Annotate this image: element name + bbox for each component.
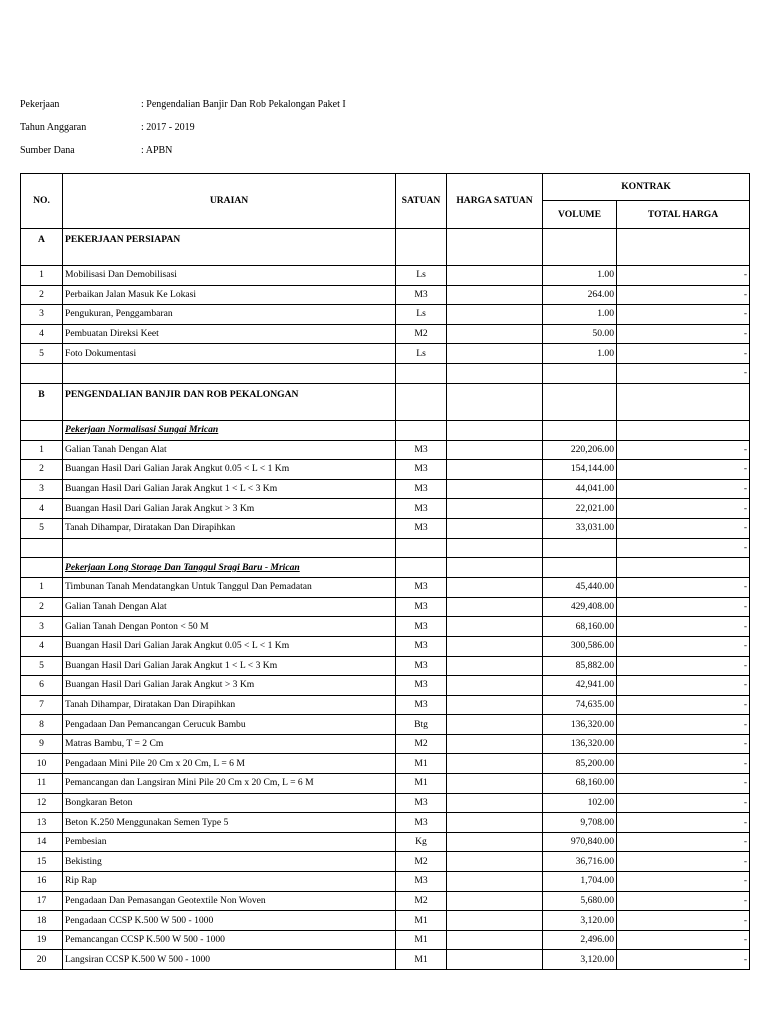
cell-total-harga: - — [617, 440, 750, 460]
cell-satuan: M3 — [396, 617, 447, 637]
cell-uraian: Galian Tanah Dengan Alat — [63, 440, 396, 460]
cell-satuan: M3 — [396, 813, 447, 833]
cell-total-harga: - — [617, 363, 750, 383]
cell-volume: 33,031.00 — [543, 518, 617, 538]
cell-no: 4 — [21, 499, 63, 519]
cell-total-harga — [617, 229, 750, 266]
cell-no: 11 — [21, 774, 63, 794]
col-header-kontrak: KONTRAK — [543, 174, 750, 201]
cell-total-harga: - — [617, 617, 750, 637]
cell-satuan: M3 — [396, 872, 447, 892]
cell-uraian: Pemancangan dan Langsiran Mini Pile 20 Cm x 20 Cm, L = 6 M — [63, 774, 396, 794]
cell-satuan — [396, 538, 447, 558]
cell-satuan: M3 — [396, 597, 447, 617]
table-row — [21, 578, 750, 598]
cell-harga-satuan — [447, 578, 543, 598]
table-row — [21, 285, 750, 305]
cell-satuan: M3 — [396, 578, 447, 598]
cell-no: 20 — [21, 950, 63, 970]
cell-volume: 264.00 — [543, 285, 617, 305]
cell-volume: 970,840.00 — [543, 832, 617, 852]
table-row — [21, 930, 750, 950]
table-row — [21, 793, 750, 813]
cell-volume — [543, 538, 617, 558]
cell-total-harga: - — [617, 930, 750, 950]
cell-total-harga: - — [617, 676, 750, 696]
cell-total-harga: - — [617, 266, 750, 286]
cell-no: 3 — [21, 479, 63, 499]
cell-no — [21, 363, 63, 383]
cell-volume: 45,440.00 — [543, 578, 617, 598]
cell-total-harga: - — [617, 597, 750, 617]
cell-no: 14 — [21, 832, 63, 852]
cell-uraian: Pengadaan Dan Pemancangan Cerucuk Bambu — [63, 715, 396, 735]
subsection-row — [21, 420, 750, 440]
col-header-volume: VOLUME — [543, 201, 617, 229]
cell-volume: 3,120.00 — [543, 950, 617, 970]
cell-volume: 1.00 — [543, 266, 617, 286]
cell-harga-satuan — [447, 813, 543, 833]
cell-no: 2 — [21, 285, 63, 305]
cell-no: 4 — [21, 636, 63, 656]
cell-harga-satuan — [447, 538, 543, 558]
pekerjaan-value: : Pengendalian Banjir Dan Rob Pekalongan Paket I — [141, 99, 346, 110]
cell-volume: 74,635.00 — [543, 695, 617, 715]
cell-harga-satuan — [447, 734, 543, 754]
table-row — [21, 695, 750, 715]
cell-volume — [543, 558, 617, 578]
cell-no: 10 — [21, 754, 63, 774]
cell-harga-satuan — [447, 285, 543, 305]
cell-total-harga — [617, 420, 750, 440]
cell-total-harga: - — [617, 715, 750, 735]
cell-satuan: M3 — [396, 499, 447, 519]
table-body — [21, 229, 750, 970]
cell-harga-satuan — [447, 911, 543, 931]
cell-no — [21, 538, 63, 558]
cell-volume: 68,160.00 — [543, 617, 617, 637]
cell-volume: 85,882.00 — [543, 656, 617, 676]
cell-volume: 102.00 — [543, 793, 617, 813]
cell-no: 3 — [21, 305, 63, 325]
cell-total-harga: - — [617, 499, 750, 519]
cell-no: 19 — [21, 930, 63, 950]
cell-satuan: M2 — [396, 852, 447, 872]
cell-satuan: M1 — [396, 930, 447, 950]
cell-uraian: Tanah Dihampar, Diratakan Dan Dirapihkan — [63, 695, 396, 715]
table-row — [21, 597, 750, 617]
cell-uraian: Buangan Hasil Dari Galian Jarak Angkut > 3 Km — [63, 499, 396, 519]
cell-satuan: M1 — [396, 950, 447, 970]
cell-total-harga: - — [617, 479, 750, 499]
pekerjaan-label: Pekerjaan — [20, 99, 60, 110]
cell-uraian: Pengadaan Mini Pile 20 Cm x 20 Cm, L = 6 M — [63, 754, 396, 774]
cell-volume: 44,041.00 — [543, 479, 617, 499]
table-row — [21, 460, 750, 480]
cell-satuan — [396, 420, 447, 440]
table-row — [21, 891, 750, 911]
cell-volume: 2,496.00 — [543, 930, 617, 950]
cell-uraian: Buangan Hasil Dari Galian Jarak Angkut 0.05 < L < 1 Km — [63, 636, 396, 656]
table-row — [21, 538, 750, 558]
cell-no: 1 — [21, 440, 63, 460]
cell-harga-satuan — [447, 676, 543, 696]
cell-uraian: Timbunan Tanah Mendatangkan Untuk Tanggul Dan Pemadatan — [63, 578, 396, 598]
cell-total-harga: - — [617, 656, 750, 676]
cell-no: 5 — [21, 518, 63, 538]
cell-no: 15 — [21, 852, 63, 872]
tahun-anggaran-label: Tahun Anggaran — [20, 122, 87, 133]
cell-satuan: M2 — [396, 324, 447, 344]
cell-volume: 136,320.00 — [543, 734, 617, 754]
cell-volume: 1,704.00 — [543, 872, 617, 892]
cell-total-harga: - — [617, 344, 750, 364]
table-row — [21, 499, 750, 519]
cell-uraian: Pekerjaan Normalisasi Sungai Mrican — [63, 420, 396, 440]
table-row — [21, 911, 750, 931]
cell-no: 8 — [21, 715, 63, 735]
cell-total-harga: - — [617, 695, 750, 715]
cell-satuan — [396, 363, 447, 383]
cell-satuan: M3 — [396, 460, 447, 480]
table-row — [21, 518, 750, 538]
table-row — [21, 813, 750, 833]
cell-no — [21, 558, 63, 578]
cell-uraian: Pembuatan Direksi Keet — [63, 324, 396, 344]
cell-no: B — [21, 383, 63, 420]
cell-no: 7 — [21, 695, 63, 715]
cell-total-harga: - — [617, 734, 750, 754]
cell-volume: 300,586.00 — [543, 636, 617, 656]
cell-harga-satuan — [447, 363, 543, 383]
cell-volume: 42,941.00 — [543, 676, 617, 696]
cell-harga-satuan — [447, 479, 543, 499]
cell-uraian: Langsiran CCSP K.500 W 500 - 1000 — [63, 950, 396, 970]
cell-volume: 154,144.00 — [543, 460, 617, 480]
table-row — [21, 479, 750, 499]
cell-total-harga: - — [617, 852, 750, 872]
col-header-uraian: URAIAN — [63, 174, 396, 229]
cell-harga-satuan — [447, 617, 543, 637]
section-row — [21, 383, 750, 420]
cell-harga-satuan — [447, 930, 543, 950]
cell-satuan: Kg — [396, 832, 447, 852]
table-row — [21, 305, 750, 325]
sumber-dana-value: : APBN — [141, 145, 173, 156]
table-row — [21, 754, 750, 774]
table-row — [21, 324, 750, 344]
cell-harga-satuan — [447, 832, 543, 852]
cell-harga-satuan — [447, 440, 543, 460]
cell-uraian — [63, 538, 396, 558]
cell-harga-satuan — [447, 597, 543, 617]
cell-total-harga: - — [617, 460, 750, 480]
cell-total-harga: - — [617, 813, 750, 833]
table-row — [21, 656, 750, 676]
cell-no: 17 — [21, 891, 63, 911]
table-row — [21, 734, 750, 754]
cell-uraian — [63, 363, 396, 383]
cell-volume: 1.00 — [543, 305, 617, 325]
cell-satuan: M3 — [396, 479, 447, 499]
cell-uraian: Matras Bambu, T = 2 Cm — [63, 734, 396, 754]
col-header-satuan: SATUAN — [396, 174, 447, 229]
cell-total-harga: - — [617, 305, 750, 325]
col-header-no: NO. — [21, 174, 63, 229]
cell-total-harga — [617, 383, 750, 420]
cell-no: 5 — [21, 656, 63, 676]
cell-satuan: M2 — [396, 734, 447, 754]
cell-uraian: PEKERJAAN PERSIAPAN — [63, 229, 396, 266]
cell-total-harga: - — [617, 793, 750, 813]
cell-no: 16 — [21, 872, 63, 892]
cell-total-harga: - — [617, 578, 750, 598]
cell-satuan: M3 — [396, 656, 447, 676]
cell-satuan — [396, 558, 447, 578]
cell-no: 12 — [21, 793, 63, 813]
table-row — [21, 950, 750, 970]
cell-no: 18 — [21, 911, 63, 931]
table-row — [21, 440, 750, 460]
cell-total-harga: - — [617, 950, 750, 970]
cell-uraian: Perbaikan Jalan Masuk Ke Lokasi — [63, 285, 396, 305]
table-row — [21, 774, 750, 794]
cell-harga-satuan — [447, 229, 543, 266]
cell-uraian: PENGENDALIAN BANJIR DAN ROB PEKALONGAN — [63, 383, 396, 420]
cell-total-harga — [617, 558, 750, 578]
cell-uraian: Foto Dokumentasi — [63, 344, 396, 364]
cell-total-harga: - — [617, 636, 750, 656]
cell-uraian: Pengukuran, Penggambaran — [63, 305, 396, 325]
cell-harga-satuan — [447, 656, 543, 676]
cell-satuan: M3 — [396, 440, 447, 460]
cell-harga-satuan — [447, 420, 543, 440]
cell-volume: 3,120.00 — [543, 911, 617, 931]
cell-no: 13 — [21, 813, 63, 833]
cell-total-harga: - — [617, 774, 750, 794]
cell-no: 6 — [21, 676, 63, 696]
table-row — [21, 852, 750, 872]
cell-harga-satuan — [447, 950, 543, 970]
cell-satuan: M1 — [396, 774, 447, 794]
cell-no — [21, 420, 63, 440]
sumber-dana-label: Sumber Dana — [20, 145, 75, 156]
table-row — [21, 872, 750, 892]
cell-harga-satuan — [447, 383, 543, 420]
cell-total-harga: - — [617, 911, 750, 931]
cell-harga-satuan — [447, 872, 543, 892]
cell-no: 5 — [21, 344, 63, 364]
cell-satuan: M1 — [396, 754, 447, 774]
tahun-anggaran-value: : 2017 - 2019 — [141, 122, 195, 133]
cell-uraian: Beton K.250 Menggunakan Semen Type 5 — [63, 813, 396, 833]
cell-volume: 22,021.00 — [543, 499, 617, 519]
cell-no: 3 — [21, 617, 63, 637]
table-row — [21, 363, 750, 383]
cell-satuan — [396, 383, 447, 420]
cell-uraian: Bongkaran Beton — [63, 793, 396, 813]
cell-harga-satuan — [447, 558, 543, 578]
cell-uraian: Buangan Hasil Dari Galian Jarak Angkut 0.05 < L < 1 Km — [63, 460, 396, 480]
cell-harga-satuan — [447, 324, 543, 344]
cell-harga-satuan — [447, 715, 543, 735]
cell-satuan: M3 — [396, 636, 447, 656]
cell-satuan: Ls — [396, 266, 447, 286]
cell-harga-satuan — [447, 344, 543, 364]
cell-volume — [543, 420, 617, 440]
cell-volume: 220,206.00 — [543, 440, 617, 460]
cell-satuan — [396, 229, 447, 266]
cell-no: 1 — [21, 578, 63, 598]
cell-satuan: M2 — [396, 891, 447, 911]
cell-total-harga: - — [617, 872, 750, 892]
rab-table — [20, 173, 750, 970]
cell-uraian: Bekisting — [63, 852, 396, 872]
cell-uraian: Mobilisasi Dan Demobilisasi — [63, 266, 396, 286]
cell-satuan: M3 — [396, 793, 447, 813]
cell-volume: 50.00 — [543, 324, 617, 344]
cell-volume: 429,408.00 — [543, 597, 617, 617]
cell-satuan: M3 — [396, 285, 447, 305]
cell-harga-satuan — [447, 266, 543, 286]
cell-no: A — [21, 229, 63, 266]
cell-no: 4 — [21, 324, 63, 344]
cell-harga-satuan — [447, 305, 543, 325]
cell-no: 9 — [21, 734, 63, 754]
cell-volume: 68,160.00 — [543, 774, 617, 794]
sumber-dana-row — [20, 145, 520, 159]
cell-satuan: M1 — [396, 911, 447, 931]
cell-harga-satuan — [447, 636, 543, 656]
cell-total-harga: - — [617, 324, 750, 344]
col-header-total-harga: TOTAL HARGA — [617, 201, 750, 229]
cell-volume: 9,708.00 — [543, 813, 617, 833]
cell-uraian: Galian Tanah Dengan Alat — [63, 597, 396, 617]
cell-volume: 1.00 — [543, 344, 617, 364]
cell-satuan: M3 — [396, 676, 447, 696]
col-header-harga-satuan: HARGA SATUAN — [447, 174, 543, 229]
subsection-row — [21, 558, 750, 578]
table-row — [21, 715, 750, 735]
section-row — [21, 229, 750, 266]
cell-no: 1 — [21, 266, 63, 286]
cell-volume — [543, 363, 617, 383]
table-row — [21, 266, 750, 286]
cell-no: 2 — [21, 460, 63, 480]
cell-total-harga: - — [617, 518, 750, 538]
cell-total-harga: - — [617, 891, 750, 911]
cell-uraian: Pembesian — [63, 832, 396, 852]
cell-satuan: Btg — [396, 715, 447, 735]
cell-volume: 85,200.00 — [543, 754, 617, 774]
cell-uraian: Buangan Hasil Dari Galian Jarak Angkut > 3 Km — [63, 676, 396, 696]
cell-harga-satuan — [447, 793, 543, 813]
cell-uraian: Pekerjaan Long Storage Dan Tanggul Sragi Baru - Mrican — [63, 558, 396, 578]
cell-volume: 136,320.00 — [543, 715, 617, 735]
cell-uraian: Pemancangan CCSP K.500 W 500 - 1000 — [63, 930, 396, 950]
cell-uraian: Buangan Hasil Dari Galian Jarak Angkut 1 < L < 3 Km — [63, 656, 396, 676]
table-row — [21, 636, 750, 656]
cell-harga-satuan — [447, 518, 543, 538]
cell-harga-satuan — [447, 754, 543, 774]
cell-harga-satuan — [447, 695, 543, 715]
cell-uraian: Buangan Hasil Dari Galian Jarak Angkut 1 < L < 3 Km — [63, 479, 396, 499]
cell-satuan: Ls — [396, 305, 447, 325]
table-row — [21, 676, 750, 696]
cell-total-harga: - — [617, 832, 750, 852]
cell-uraian: Galian Tanah Dengan Ponton < 50 M — [63, 617, 396, 637]
cell-harga-satuan — [447, 852, 543, 872]
cell-harga-satuan — [447, 891, 543, 911]
cell-uraian: Pengadaan CCSP K.500 W 500 - 1000 — [63, 911, 396, 931]
cell-total-harga: - — [617, 754, 750, 774]
cell-total-harga: - — [617, 538, 750, 558]
cell-satuan: M3 — [396, 518, 447, 538]
cell-volume: 36,716.00 — [543, 852, 617, 872]
cell-harga-satuan — [447, 774, 543, 794]
cell-uraian: Pengadaan Dan Pemasangan Geotextile Non Woven — [63, 891, 396, 911]
cell-no: 2 — [21, 597, 63, 617]
cell-total-harga: - — [617, 285, 750, 305]
table-row — [21, 832, 750, 852]
pekerjaan-row — [20, 99, 520, 113]
cell-uraian: Rip Rap — [63, 872, 396, 892]
cell-uraian: Tanah Dihampar, Diratakan Dan Dirapihkan — [63, 518, 396, 538]
cell-harga-satuan — [447, 460, 543, 480]
table-row — [21, 617, 750, 637]
table-row — [21, 344, 750, 364]
cell-satuan: M3 — [396, 695, 447, 715]
cell-satuan: Ls — [396, 344, 447, 364]
cell-volume — [543, 229, 617, 266]
cell-volume — [543, 383, 617, 420]
cell-harga-satuan — [447, 499, 543, 519]
tahun-anggaran-row — [20, 122, 520, 136]
cell-volume: 5,680.00 — [543, 891, 617, 911]
